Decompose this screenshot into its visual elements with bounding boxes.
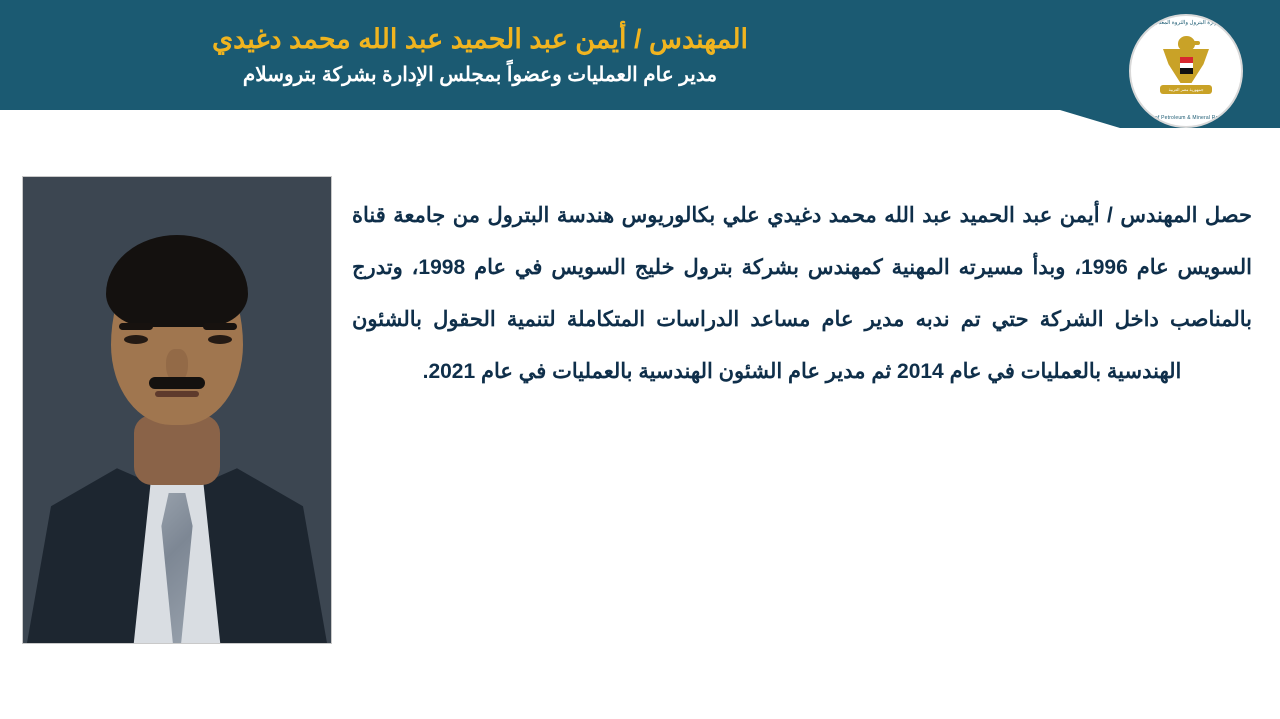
header-titles [0, 22, 1080, 90]
logo-circle [1129, 14, 1243, 128]
biography-text: حصل المهندس / أيمن عبد الحميد عبد الله محمد دغيدي علي بكالوريوس هندسة البترول من جامعة قناة السويس عام 1996، وبدأ مسيرته المهنية كمهندس بشركة بترول خليج السويس في عام 1998، وتدرج بالمناصب داخل الشركة حتي تم ندبه مدير عام مساعد الدراسات المتكاملة لتنمية الحقول بالشئون الهندسية بالعمليات في عام 2014 ثم مدير عام الشئون الهندسية بالعمليات في عام 2021. [352, 204, 1252, 383]
eagle-scroll: جمهورية مصر العربية [1160, 85, 1212, 94]
portrait-neck [134, 415, 220, 485]
portrait-eyebrow-right [203, 323, 237, 330]
page-subtitle: مدير عام العمليات وعضواً بمجلس الإدارة بشركة بتروسلام [242, 64, 718, 86]
header-banner [0, 0, 1280, 140]
eagle-head [1178, 36, 1195, 51]
portrait-eyebrow-left [119, 323, 153, 330]
ministry-logo [1126, 10, 1246, 132]
page-title: المهندس / أيمن عبد الحميد عبد الله محمد دغيدي [211, 24, 749, 54]
portrait-eye-left [124, 335, 148, 344]
logo-ring-text-top: وزارة البترول والثروة المعدنية [1152, 20, 1220, 26]
portrait-image [23, 177, 331, 643]
eagle-of-saladin-icon [1158, 36, 1214, 106]
portrait-mustache [149, 377, 205, 389]
portrait-mouth [155, 391, 199, 397]
portrait-photo [22, 176, 332, 644]
portrait-hair [106, 235, 248, 327]
portrait-eye-right [208, 335, 232, 344]
logo-ring-text-bottom: Ministry of Petroleum & Mineral Resources [1134, 115, 1238, 121]
egypt-flag-shield-icon [1179, 56, 1194, 75]
